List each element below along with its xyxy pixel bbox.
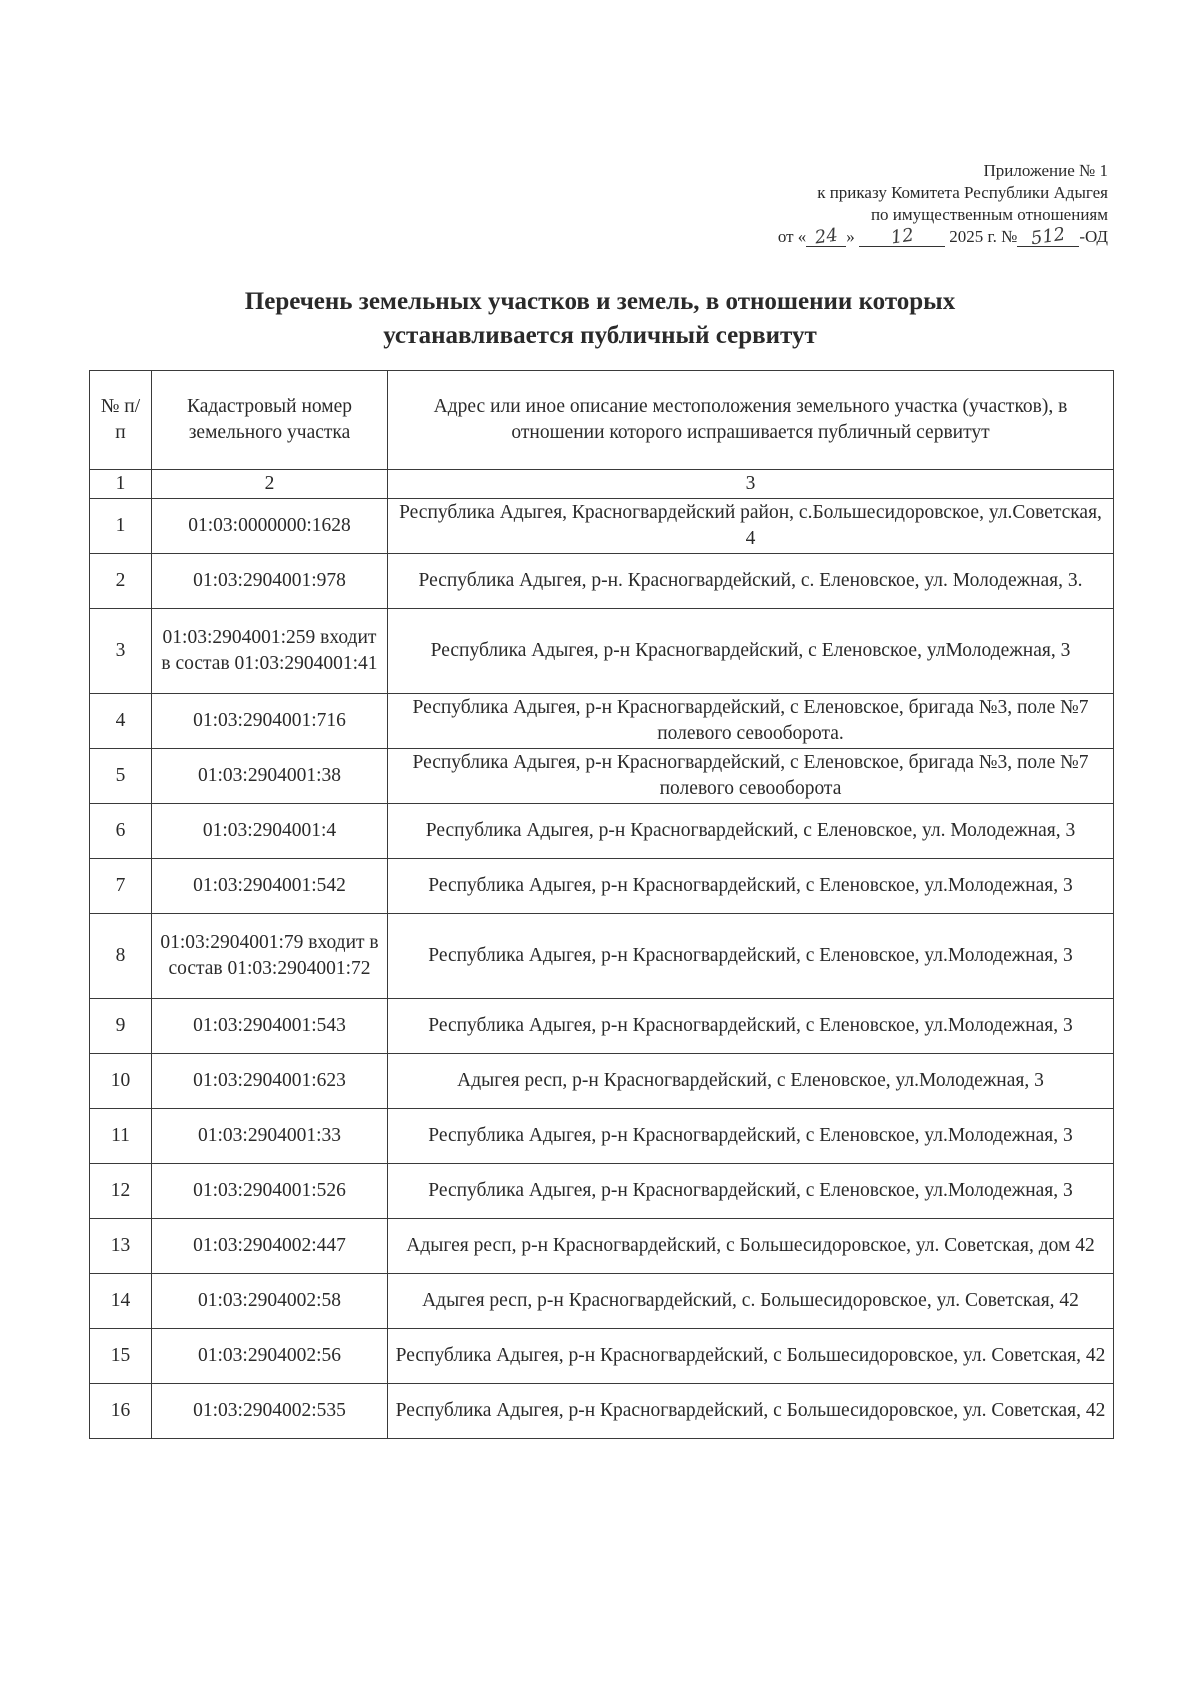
address-description: Республика Адыгея, р-н Красногвардейский, с Большесидоровское, ул. Советская, 42: [388, 1384, 1114, 1439]
appendix-date-line: [777, 223, 1108, 250]
row-number: 11: [90, 1109, 152, 1164]
table-row: [90, 859, 1114, 914]
cadastral-number: 01:03:2904001:623: [152, 1054, 388, 1109]
address-description: Республика Адыгея, Красногвардейский район, с.Большесидоровское, ул.Советская, 4: [388, 499, 1114, 554]
cadastral-number: 01:03:2904001:543: [152, 999, 388, 1054]
address-description: Республика Адыгея, р-н Красногвардейский, с Еленовское, улМолодежная, 3: [388, 609, 1114, 694]
address-description: Республика Адыгея, р-н Красногвардейский, с Большесидоровское, ул. Советская, 42: [388, 1329, 1114, 1384]
header-address: Адрес или иное описание местоположения земельного участка (участков), в отношении которого испрашивается публичный сервитут: [388, 371, 1114, 470]
date-separator: »: [846, 227, 855, 246]
date-day-field: [806, 224, 846, 249]
cadastral-number: 01:03:2904002:56: [152, 1329, 388, 1384]
order-number-suffix: -ОД: [1079, 227, 1108, 246]
cadastral-number: 01:03:2904001:38: [152, 749, 388, 804]
address-description: Республика Адыгея, р-н Красногвардейский, с Еленовское, бригада №3, поле №7 полевого севооборота: [388, 749, 1114, 804]
table-row: [90, 914, 1114, 999]
handwritten-month: 12: [889, 224, 915, 249]
table-row: [90, 999, 1114, 1054]
handwritten-order-number: 512: [1029, 223, 1067, 250]
address-description: Республика Адыгея, р-н Красногвардейский, с Еленовское, ул.Молодежная, 3: [388, 999, 1114, 1054]
servitude-table: [89, 370, 1114, 1439]
cadastral-number: 01:03:2904001:542: [152, 859, 388, 914]
document-title: [0, 285, 1200, 353]
row-number: 6: [90, 804, 152, 859]
address-description: Республика Адыгея, р-н Красногвардейский, с Еленовское, ул.Молодежная, 3: [388, 914, 1114, 999]
table-row: [90, 1274, 1114, 1329]
address-description: Республика Адыгея, р-н Красногвардейский, с Еленовское, ул. Молодежная, 3: [388, 804, 1114, 859]
table-row: [90, 1164, 1114, 1219]
table-row: [90, 804, 1114, 859]
table-row: [90, 499, 1114, 554]
cadastral-number: 01:03:2904001:978: [152, 554, 388, 609]
appendix-order-ref: к приказу Комитета Республики Адыгея: [817, 183, 1108, 202]
cadastral-number: 01:03:2904002:58: [152, 1274, 388, 1329]
cadastral-number: 01:03:0000000:1628: [152, 499, 388, 554]
date-prefix: от «: [777, 227, 807, 246]
table-row: [90, 1219, 1114, 1274]
row-number: 13: [90, 1219, 152, 1274]
date-month-field: [859, 224, 945, 249]
cadastral-number: 01:03:2904001:33: [152, 1109, 388, 1164]
address-description: Республика Адыгея, р-н Красногвардейский, с Еленовское, ул.Молодежная, 3: [388, 1164, 1114, 1219]
table-row: [90, 1329, 1114, 1384]
row-number: 9: [90, 999, 152, 1054]
row-number: 15: [90, 1329, 152, 1384]
table-row: [90, 1109, 1114, 1164]
appendix-committee: по имущественным отношениям: [870, 205, 1108, 224]
table-row: [90, 609, 1114, 694]
table-row: [90, 749, 1114, 804]
row-number: 8: [90, 914, 152, 999]
title-line-2: устанавливается публичный сервитут: [383, 322, 817, 349]
cadastral-number: 01:03:2904001:79 входит в состав 01:03:2904001:72: [152, 914, 388, 999]
row-number: 5: [90, 749, 152, 804]
column-number: 1: [90, 470, 152, 499]
table-header-row: [90, 371, 1114, 470]
row-number: 2: [90, 554, 152, 609]
cadastral-number: 01:03:2904001:4: [152, 804, 388, 859]
address-description: Адыгея респ, р-н Красногвардейский, с. Большесидоровское, ул. Советская, 42: [388, 1274, 1114, 1329]
address-description: Республика Адыгея, р-н Красногвардейский, с Еленовское, ул.Молодежная, 3: [388, 1109, 1114, 1164]
address-description: Республика Адыгея, р-н. Красногвардейский, с. Еленовское, ул. Молодежная, 3.: [388, 554, 1114, 609]
address-description: Республика Адыгея, р-н Красногвардейский, с Еленовское, бригада №3, поле №7 полевого севооборота.: [388, 694, 1114, 749]
row-number: 3: [90, 609, 152, 694]
address-description: Республика Адыгея, р-н Красногвардейский, с Еленовское, ул.Молодежная, 3: [388, 859, 1114, 914]
row-number: 7: [90, 859, 152, 914]
row-number: 16: [90, 1384, 152, 1439]
title-line-1: Перечень земельных участков и земель, в отношении которых: [244, 288, 956, 315]
column-number-row: [90, 470, 1114, 499]
header-cadastral: Кадастровый номер земельного участка: [152, 371, 388, 470]
handwritten-day: 24: [813, 224, 840, 249]
header-num: № п/п: [90, 371, 152, 470]
address-description: Адыгея респ, р-н Красногвардейский, с Еленовское, ул.Молодежная, 3: [388, 1054, 1114, 1109]
table-row: [90, 1384, 1114, 1439]
column-number: 3: [388, 470, 1114, 499]
date-year-text: 2025 г. №: [949, 227, 1018, 246]
order-number-field: [1017, 223, 1079, 250]
row-number: 12: [90, 1164, 152, 1219]
table-row: [90, 1054, 1114, 1109]
address-description: Адыгея респ, р-н Красногвардейский, с Большесидоровское, ул. Советская, дом 42: [388, 1219, 1114, 1274]
cadastral-number: 01:03:2904001:716: [152, 694, 388, 749]
cadastral-number: 01:03:2904002:535: [152, 1384, 388, 1439]
cadastral-number: 01:03:2904001:526: [152, 1164, 388, 1219]
row-number: 10: [90, 1054, 152, 1109]
table-row: [90, 694, 1114, 749]
table-row: [90, 554, 1114, 609]
row-number: 14: [90, 1274, 152, 1329]
cadastral-number: 01:03:2904002:447: [152, 1219, 388, 1274]
appendix-title: Приложение № 1: [983, 161, 1108, 180]
column-number: 2: [152, 470, 388, 499]
row-number: 4: [90, 694, 152, 749]
cadastral-number: 01:03:2904001:259 входит в состав 01:03:2904001:41: [152, 609, 388, 694]
row-number: 1: [90, 499, 152, 554]
appendix-block: [778, 160, 1108, 248]
